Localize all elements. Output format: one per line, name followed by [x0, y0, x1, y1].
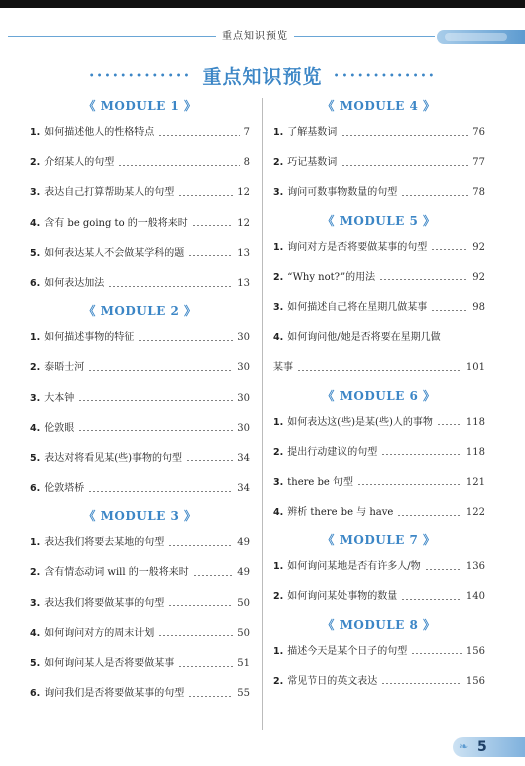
entry-number: 3. [30, 597, 41, 609]
toc-entry[interactable] [273, 408, 485, 438]
dot-leader [158, 635, 233, 636]
toc-entry[interactable] [30, 414, 250, 444]
toc-entry[interactable] [273, 353, 485, 383]
entry-number: 2. [273, 271, 284, 283]
toc-entry[interactable] [30, 619, 250, 649]
entry-number: 4. [30, 217, 41, 229]
entry-number: 2. [30, 362, 41, 374]
entry-title: 如何询问某地是否有许多人/物 [287, 561, 421, 573]
entry-page-number: 12 [237, 187, 250, 199]
entry-page-number: 50 [237, 627, 250, 639]
entry-number: 1. [273, 127, 284, 138]
entry-number: 1. [273, 645, 284, 657]
toc-entry[interactable] [273, 148, 485, 178]
page-title: 重点知识预览 [202, 66, 323, 88]
entry-title: 伦敦塔桥 [44, 483, 85, 495]
toc-entry[interactable] [273, 667, 485, 697]
entry-page-number: 98 [472, 301, 485, 313]
dot-leader [381, 683, 462, 684]
entry-title: 常见节日的英文表达 [287, 675, 378, 687]
entry-title: “Why not?”的用法 [287, 271, 376, 283]
entry-number: 2. [30, 567, 41, 579]
toc-entry[interactable] [273, 263, 485, 293]
entry-title: 如何描述自己将在星期几做某事 [287, 301, 428, 313]
entry-page-number: 49 [237, 537, 250, 549]
toc-entry[interactable] [30, 178, 250, 208]
entry-title: 泰晤士河 [44, 362, 85, 374]
toc-entry[interactable] [273, 637, 485, 667]
toc-entry[interactable] [30, 323, 250, 353]
dot-leader [357, 484, 462, 485]
entry-page-number: 49 [237, 567, 250, 579]
entry-page-number: 92 [472, 241, 485, 253]
entry-number: 3. [273, 476, 284, 488]
dot-leader [341, 135, 468, 136]
toc-entry[interactable] [30, 353, 250, 383]
top-dark-strip [0, 0, 525, 8]
leaf-icon: ❧ [459, 740, 469, 753]
entry-number: 3. [30, 392, 41, 404]
entry-title: 描述今天是某个日子的句型 [287, 645, 408, 657]
dot-leader [188, 696, 233, 697]
entry-number: 6. [30, 277, 41, 289]
entry-page-number: 30 [237, 332, 250, 344]
toc-entry[interactable] [273, 293, 485, 323]
module-heading: 《 MODULE 5 》 [322, 213, 436, 228]
toc-entry[interactable] [273, 552, 485, 582]
entry-number: 1. [30, 127, 41, 138]
header-decoration [437, 30, 525, 44]
dot-leader [168, 605, 233, 606]
entry-page-number: 101 [465, 362, 485, 374]
entry-number: 4. [30, 422, 41, 434]
module-heading: 《 MODULE 1 》 [83, 99, 197, 113]
entry-number: 2. [273, 446, 284, 458]
entry-page-number: 30 [237, 392, 250, 404]
title-left-decoration: ••••••••••••• [88, 71, 192, 82]
entry-page-number: 13 [237, 277, 250, 289]
entry-title: 某事 [273, 362, 293, 374]
entry-number: 1. [30, 332, 41, 344]
entry-page-number: 7 [243, 127, 250, 138]
entry-page-number: 118 [465, 416, 485, 428]
page-header [0, 26, 525, 46]
entry-title: 含有 be going to 的一般将来时 [44, 217, 188, 229]
entry-number: 5. [30, 658, 41, 669]
entry-page-number: 136 [465, 561, 485, 573]
entry-title: 伦敦眼 [44, 422, 75, 434]
entry-number: 6. [30, 688, 41, 700]
header-title: 重点知识预览 [216, 27, 294, 42]
entry-title: 表达我们将要做某事的句型 [44, 597, 165, 609]
entry-number: 3. [30, 187, 41, 199]
dot-leader [381, 454, 462, 455]
entry-page-number: 55 [237, 688, 250, 700]
entry-page-number: 156 [465, 675, 485, 687]
entry-title: 如何询问对方的周末计划 [44, 627, 155, 639]
entry-title: 表达对将看见某(些)事物的句型 [44, 452, 183, 464]
dot-leader [401, 195, 468, 196]
entry-title: 如何表达加法 [44, 277, 105, 289]
toc-entry[interactable] [273, 498, 485, 528]
entry-title: 如何询问某处事物的数量 [287, 591, 398, 603]
entry-page-number: 50 [237, 597, 250, 609]
entry-page-number: 121 [465, 476, 485, 488]
toc-entry[interactable] [273, 438, 485, 468]
toc-entry[interactable] [273, 233, 485, 263]
toc-entry[interactable] [30, 118, 250, 148]
module-heading: 《 MODULE 7 》 [322, 533, 436, 548]
module-heading: 《 MODULE 8 》 [322, 617, 436, 632]
dot-leader [78, 400, 233, 401]
entry-title: 了解基数词 [287, 127, 338, 138]
entry-title: 如何描述他人的性格特点 [44, 127, 155, 138]
entry-number: 2. [273, 675, 284, 687]
entry-number: 3. [273, 301, 284, 313]
toc-entry[interactable] [30, 528, 250, 558]
toc-entry[interactable] [30, 239, 250, 269]
dot-leader [341, 165, 468, 166]
toc-entry[interactable] [273, 468, 485, 498]
entry-page-number: 30 [237, 362, 250, 374]
entry-number: 1. [273, 416, 284, 428]
entry-title: 介绍某人的句型 [44, 157, 115, 169]
column-divider [262, 98, 263, 730]
entry-page-number: 118 [465, 446, 485, 458]
dot-leader [425, 569, 462, 570]
dot-leader [178, 195, 233, 196]
module-heading: 《 MODULE 2 》 [83, 304, 197, 319]
toc-entry[interactable] [273, 582, 485, 612]
entry-title: 表达我们将要去某地的句型 [44, 537, 165, 549]
entry-page-number: 12 [237, 217, 250, 229]
entry-title: 询问对方是否将要做某事的句型 [287, 241, 428, 253]
dot-leader [437, 424, 462, 425]
module-heading: 《 MODULE 4 》 [322, 99, 436, 113]
entry-title: 含有情态动词 will 的一般将来时 [44, 567, 189, 579]
entry-title: 如何表达某人不会做某学科的题 [44, 247, 185, 259]
entry-title: there be 句型 [287, 476, 353, 488]
entry-title: 询问我们是否将要做某事的句型 [44, 688, 185, 700]
dot-leader [108, 286, 233, 287]
entry-title: 提出行动建议的句型 [287, 446, 378, 458]
entry-number: 5. [30, 247, 41, 259]
entry-title: 大本钟 [44, 392, 75, 404]
toc-entry[interactable] [30, 679, 250, 709]
entry-title: 如何描述事物的特征 [44, 332, 135, 344]
dot-leader [379, 279, 468, 280]
toc-entry[interactable] [30, 384, 250, 414]
entry-page-number: 51 [237, 658, 250, 669]
dot-leader [88, 370, 233, 371]
entry-page-number: 77 [472, 157, 485, 169]
entry-page-number: 30 [237, 422, 250, 434]
toc-entry[interactable] [30, 558, 250, 588]
entry-page-number: 140 [465, 591, 485, 603]
dot-leader [158, 135, 239, 136]
entry-title: 辨析 there be 与 have [287, 507, 394, 519]
entry-number: 3. [273, 187, 284, 199]
main-title-bar [0, 60, 525, 88]
entry-page-number: 156 [465, 645, 485, 657]
entry-title: 巧记基数词 [287, 157, 338, 169]
dot-leader [118, 165, 239, 166]
toc-entry[interactable] [273, 323, 485, 353]
entry-title: 如何询问他/她是否将要在星期几做 [287, 332, 441, 344]
module-heading: 《 MODULE 6 》 [322, 388, 436, 403]
dot-leader [411, 653, 462, 654]
dot-leader [192, 225, 233, 226]
dot-leader [186, 460, 233, 461]
entry-title: 如何询问某人是否将要做某事 [44, 658, 175, 669]
dot-leader [397, 515, 462, 516]
entry-page-number: 13 [237, 247, 250, 259]
entry-number: 1. [30, 537, 41, 549]
entry-number: 2. [30, 157, 41, 169]
entry-page-number: 8 [243, 157, 250, 169]
toc-right-column [273, 94, 485, 697]
entry-number: 2. [273, 157, 284, 169]
entry-title: 如何表达这(些)是某(些)人的事物 [287, 416, 433, 428]
entry-number: 1. [273, 241, 284, 253]
page-number-badge [453, 737, 525, 757]
dot-leader [431, 310, 468, 311]
entry-number: 4. [273, 507, 284, 519]
dot-leader [401, 599, 462, 600]
dot-leader [138, 340, 233, 341]
toc-entry[interactable] [273, 178, 485, 208]
entry-number: 1. [273, 561, 284, 573]
toc-entry[interactable] [30, 269, 250, 299]
entry-number: 4. [273, 332, 284, 344]
dot-leader [297, 370, 462, 371]
entry-title: 表达自己打算帮助某人的句型 [44, 187, 175, 199]
dot-leader [193, 575, 234, 576]
toc-entry[interactable] [30, 474, 250, 504]
dot-leader [431, 249, 468, 250]
toc-entry[interactable] [30, 444, 250, 474]
entry-page-number: 34 [237, 452, 250, 464]
entry-page-number: 122 [465, 507, 485, 519]
toc-entry[interactable] [273, 118, 485, 148]
toc-entry[interactable] [30, 649, 250, 679]
module-heading: 《 MODULE 3 》 [83, 509, 197, 524]
dot-leader [78, 430, 233, 431]
toc-entry[interactable] [30, 209, 250, 239]
entry-title: 询问可数事物数量的句型 [287, 187, 398, 199]
entry-number: 6. [30, 483, 41, 495]
entry-number: 4. [30, 627, 41, 639]
entry-page-number: 78 [472, 187, 485, 199]
entry-page-number: 92 [472, 271, 485, 283]
title-right-decoration: ••••••••••••• [333, 71, 437, 82]
entry-number: 2. [273, 591, 284, 603]
entry-page-number: 34 [237, 483, 250, 495]
entry-page-number: 76 [472, 127, 485, 138]
dot-leader [178, 666, 233, 667]
entry-number: 5. [30, 452, 41, 464]
toc-entry[interactable] [30, 148, 250, 178]
page-number: 5 [477, 739, 487, 755]
dot-leader [88, 491, 233, 492]
dot-leader [168, 545, 233, 546]
toc-entry[interactable] [30, 589, 250, 619]
dot-leader [188, 255, 233, 256]
toc-left-column [30, 94, 250, 709]
